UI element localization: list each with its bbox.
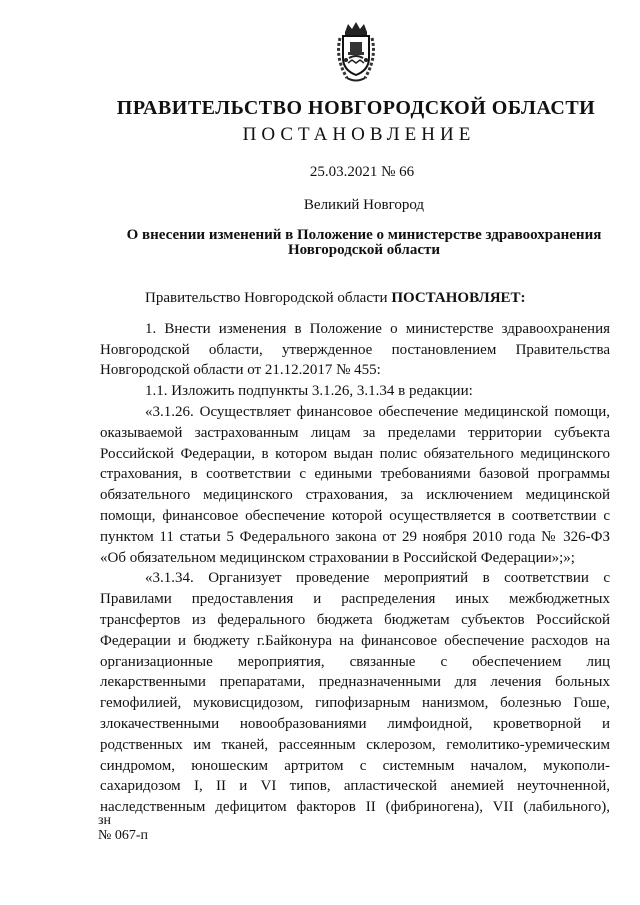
footer-number: № 067-п xyxy=(98,828,149,843)
subject-line: Новгородской области xyxy=(287,242,441,258)
body-line: страхования, в соответствии с едиными требованиями базовой программы xyxy=(100,466,610,483)
body-line: обязательного медицинского страхования, за исключением медицинской xyxy=(100,487,610,504)
document-footer xyxy=(98,813,148,843)
body-line: Новгородской области, утвержденное постановлением Правительства xyxy=(100,341,610,358)
date-number: 25.03.2021 № 66 xyxy=(309,164,415,180)
body-line: «Об обязательном медицинском страховании в Российской Федерации»;»; xyxy=(100,549,575,566)
body-line: «3.1.34. Организует проведение мероприятий в соответствии с xyxy=(145,570,610,587)
body-line: трансфертов из федерального бюджета бюджетам субъектов Российской xyxy=(100,611,610,628)
body-line: Новгородской области от 21.12.2017 № 455: xyxy=(100,362,381,379)
body-line: наследственным дефицитом факторов II (фибриногена), VII (лабильного), xyxy=(100,799,610,816)
document-body xyxy=(100,288,610,818)
preamble xyxy=(100,288,610,309)
document-subject xyxy=(100,228,628,258)
preamble-decree: ПОСТАНОВЛЯЕТ: xyxy=(391,290,526,306)
body-line: родственных им тканей, рассеянным склерозом, гемолитико-уремическим xyxy=(100,736,610,753)
body-line: помощи, финансовое обеспечение которой осуществляется в соответствии с xyxy=(100,507,610,524)
body-line: Федерации и бюджету г.Байконура на финансовое обеспечение расходов на xyxy=(100,632,610,649)
body-line: синдромом, юношеским артритом с системным началом, мукополи- xyxy=(100,757,610,774)
body-line: пунктом 11 статьи 5 Федерального закона от 29 ноября 2010 года № 326-ФЗ xyxy=(100,528,610,545)
body-line: злокачественными новообразованиями лимфоидной, кроветворной и xyxy=(100,715,610,732)
government-title: ПРАВИТЕЛЬСТВО НОВГОРОДСКОЙ ОБЛАСТИ xyxy=(116,97,596,119)
city-name: Великий Новгород xyxy=(303,197,425,213)
body-line: 1. Внести изменения в Положение о министерстве здравоохранения xyxy=(145,320,610,337)
body-line: гемофилией, муковисцидозом, гипофизарным нанизмом, болезнью Гоше, xyxy=(100,695,610,712)
footer-initials: зн xyxy=(98,813,112,828)
body-line: лекарственными препаратами, предназначенными для лечения больных xyxy=(100,674,610,691)
preamble-text: Правительство Новгородской области xyxy=(145,290,392,306)
body-line: Российской Федерации, в котором выдан полис обязательного медицинского xyxy=(100,445,610,462)
document-type: ПОСТАНОВЛЕНИЕ xyxy=(242,124,476,145)
body-line: «3.1.26. Осуществляет финансовое обеспечение медицинской помощи, xyxy=(145,403,610,420)
body-line: Правилами предоставления и распределения иных межбюджетных xyxy=(100,591,610,608)
body-line: 1.1. Изложить подпункты 3.1.26, 3.1.34 в редакции: xyxy=(145,383,473,400)
body-line: сахаридозом I, II и VI типов, апластической анемией неуточненной, xyxy=(100,778,610,795)
subject-line: О внесении изменений в Положение о министерстве здравоохранения xyxy=(126,227,602,243)
body-line: организационные мероприятия, связанные с обеспечением лиц xyxy=(100,653,610,670)
coat-of-arms-emblem xyxy=(331,20,381,84)
body-line: оказываемой застрахованным лицам за пределами территории субъекта xyxy=(100,424,610,441)
